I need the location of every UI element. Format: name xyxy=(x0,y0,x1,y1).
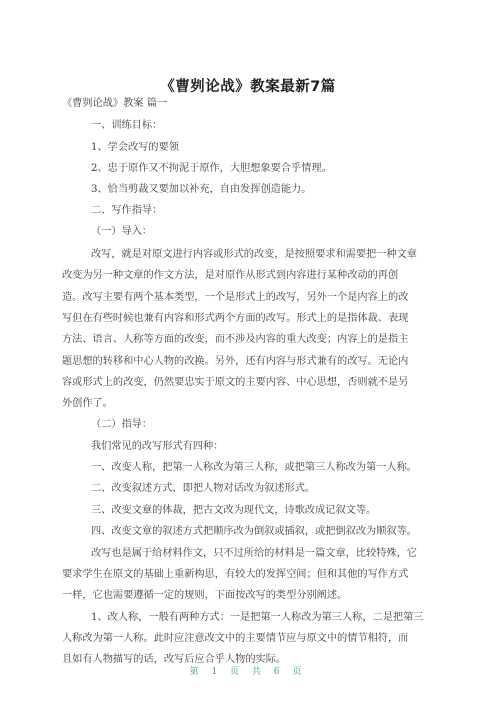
paragraph-line: 方法、语言、人称等方面的改变，而不涉及内容的重大改变；内容上的是指主 xyxy=(62,334,409,345)
paragraph-line: 我们常见的改写形式有四种： xyxy=(91,441,224,452)
paragraph-line: 二、写作指导： xyxy=(91,205,163,216)
paragraph-line: 1、改人称，一般有两种方式：一是把第一人称改为第三人称，二是把第三 xyxy=(91,612,424,623)
paragraph-line: 二、改变叙述方式，即把人物对话改为叙述形式。 xyxy=(91,483,316,494)
paragraph-line: 改写也是属于给材料作文，只不过所给的材料是一篇文章，比较特殊，它 xyxy=(91,548,417,559)
document-title: 《曹刿论战》教案最新7篇 xyxy=(160,79,336,95)
paragraph-line: 造。改写主要有两个基本类型，一个是形式上的改写，另外一个是内容上的改 xyxy=(62,292,409,303)
paragraph-line: 四、改变文章的叙述方式把顺序改为倒叙或插叙，或把倒叙改为顺叙等。 xyxy=(91,526,417,537)
paragraph-line: 且如有人物描写的话，改写后应合乎人物的实际。 xyxy=(62,654,287,665)
paragraph-line: 容或形式上的改变，仍然要忠实于原文的主要内容、中心思想，否则就不是另 xyxy=(62,377,409,388)
paragraph-line: 1、学会改写的要领 xyxy=(91,142,179,153)
paragraph-line: （二）指导： xyxy=(91,419,153,430)
paragraph-line: 三、改变文章的体裁，把古文改为现代文，诗歌改成记叙文等。 xyxy=(91,505,377,516)
paragraph-line: 3、恰当剪裁又要加以补充，自由发挥创造能力。 xyxy=(91,184,312,195)
section-heading: 《曹刿论战》教案 篇一 xyxy=(62,98,168,109)
paragraph-line: 人称改为第一人称。此时应注意改文中的主要情节应与原文中的情节相符，而 xyxy=(62,633,409,644)
paragraph-line: 改写，就是对原文进行内容或形式的改变，是按照要求和需要把一种文章 xyxy=(91,249,417,260)
paragraph-line: 一、改变人称，把第一人称改为第三人称，或把第三人称改为第一人称。 xyxy=(91,462,417,473)
paragraph-line: （一）导入： xyxy=(91,226,153,237)
paragraph-line: 改变为另一种文章的作文方法，是对原作从形式到内容进行某种改动的再创 xyxy=(62,270,399,281)
paragraph-line: 2、忠于原作又不拘泥于原作，大胆想象要合乎情理。 xyxy=(91,163,332,174)
page-footer: 第 1 页 共 6 页 xyxy=(189,667,307,677)
paragraph-line: 要求学生在原文的基础上重新构思，有较大的发挥空间；但和其他的写作方式 xyxy=(62,569,409,580)
paragraph-line: 题思想的转移和中心人物的改换。另外，还有内容与形式兼有的改写。无论内 xyxy=(62,356,409,367)
paragraph-line: 写但在有些时候也兼有内容和形式两个方面的改写。形式上的是指体裁、表现 xyxy=(62,313,409,324)
paragraph-line: 一样，它也需要遵循一定的规则，下面按改写的类型分别阐述。 xyxy=(62,590,348,601)
paragraph-line: 外创作了。 xyxy=(62,398,113,409)
paragraph-line: 一、训练目标： xyxy=(91,120,163,131)
